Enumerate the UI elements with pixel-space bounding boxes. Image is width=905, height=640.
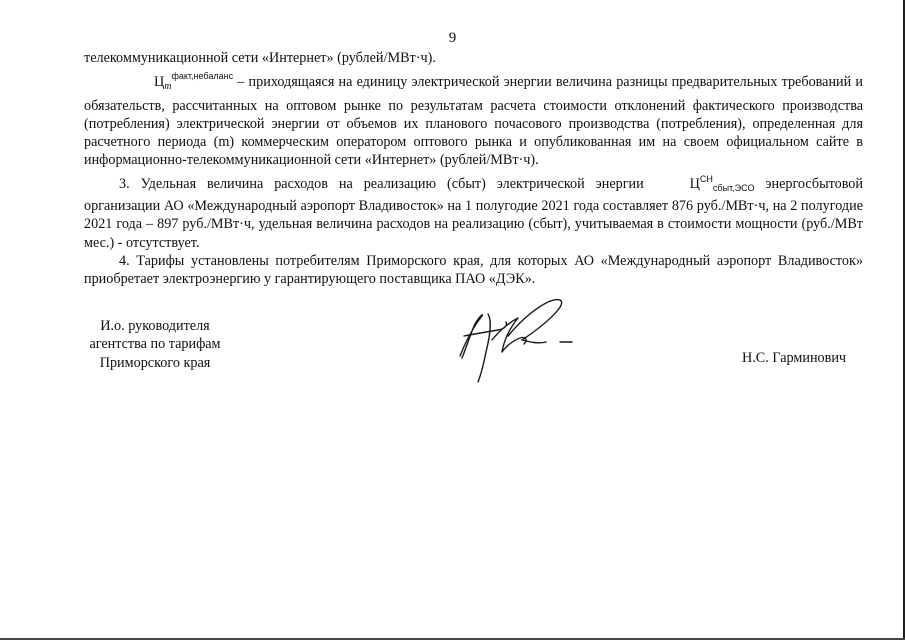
price-symbol — [119, 67, 233, 96]
definition-text: – приходящаяся на единицу электрической энергии величина разницы предварительных требований и обязательств, рассчитанных на оптовом рынке по результатам расчета стоимости отклонений фактического производства (потребления) электрической энергии от объемов их планового почасового производства (потребления), определенная для расчетного периода (m) коммерческим оператором оптового рынка и опубликованная им на своем официальном сайте в информационно-телекоммуникационной сети «Интернет» (рублей/МВт·ч). — [84, 74, 863, 169]
signer-line-2: агентства по тарифам — [89, 336, 221, 353]
handwritten-signature — [448, 296, 588, 391]
document-body — [84, 49, 863, 289]
paragraph-3 — [84, 170, 863, 252]
signer-line-3: Приморского края — [99, 354, 211, 371]
p3-after: энергосбытовой организации АО «Международный аэропорт Владивосток» на 1 полугодие 2021 года составляет 876 руб./МВт·ч, на 2 полугодие 2021 года – 897 руб./МВт·ч, удельная величина расходов на реализацию (сбыт), учитываемая в стоимости мощности (руб./МВт мес.) - отсутствует. — [84, 175, 863, 251]
signer-name: Н.С. Гарминович — [742, 350, 847, 366]
sales-cost-symbol — [655, 170, 755, 197]
symbol-superscript: СН — [699, 173, 713, 184]
symbol-subscript: m — [164, 81, 172, 93]
paragraph-4: 4. Тарифы установлены потребителям Приморского края, для которых АО «Международный аэропорт Владивосток» приобретает электроэнергию у гарантирующего поставщика ПАО «ДЭК». — [84, 252, 863, 288]
symbol-superscript: факт,небаланс — [171, 71, 234, 82]
continuation-line: телекоммуникационной сети «Интернет» (рублей/МВт·ч). — [84, 50, 436, 66]
symbol-base: Ц — [689, 175, 700, 192]
definition-paragraph — [84, 67, 863, 169]
symbol-subscript: сбыт,ЭСО — [712, 182, 755, 193]
page-number: 9 — [448, 30, 457, 46]
signer-line-1: И.о. руководителя — [100, 318, 210, 334]
p3-before: 3. Удельная величина расходов на реализацию (сбыт) электрической энергии — [119, 175, 655, 192]
symbol-base: Ц — [154, 74, 165, 91]
signer-title — [80, 317, 230, 372]
